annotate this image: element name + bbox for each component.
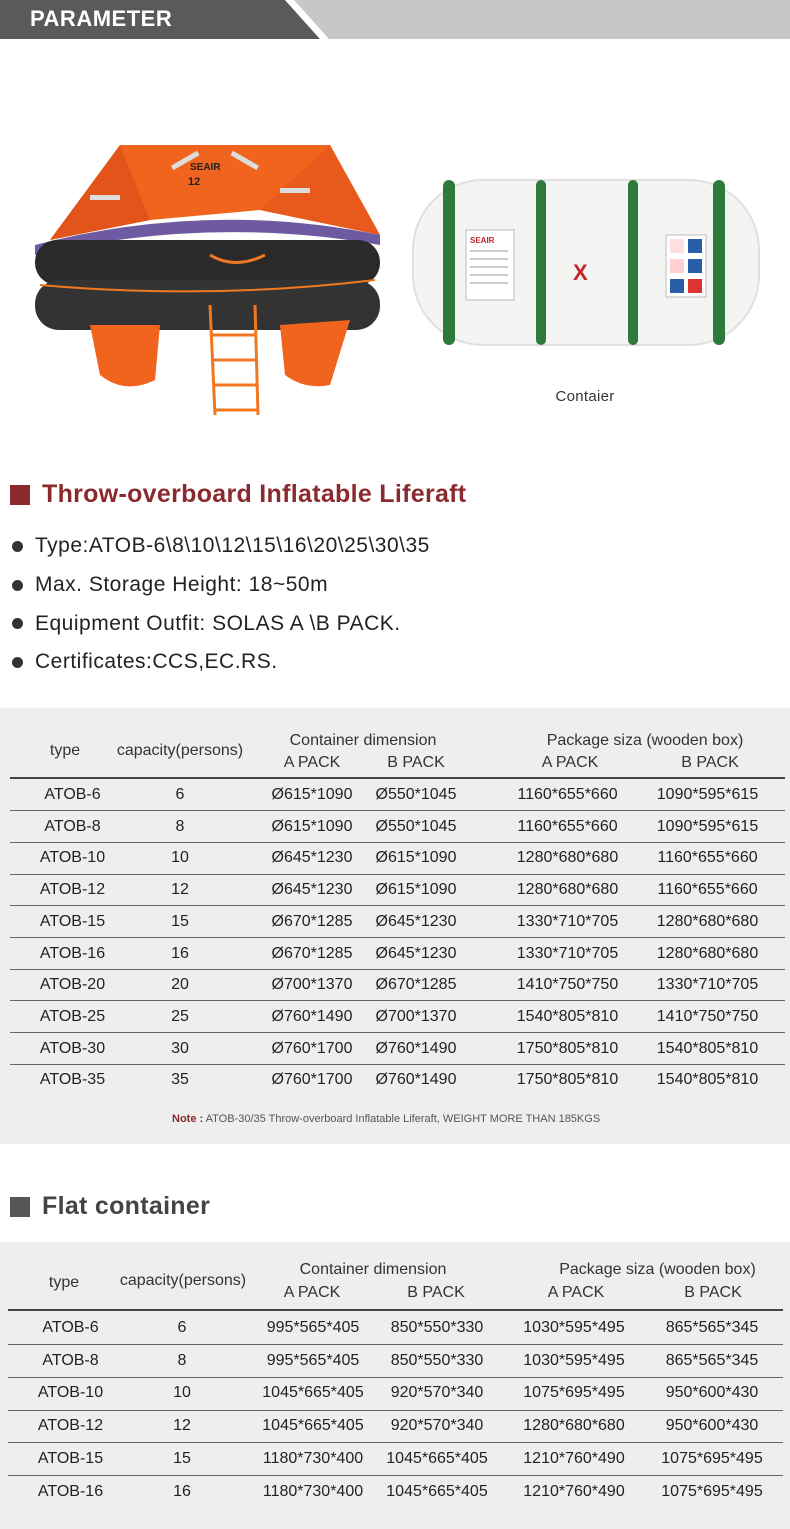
cell-type: ATOB-16 <box>37 1482 104 1500</box>
cell-capacity: 25 <box>171 1007 189 1025</box>
bullet-dot-icon <box>12 580 23 591</box>
cell-pkg-a-pack: 1330*710*705 <box>516 912 619 930</box>
table-header <box>0 1242 790 1310</box>
cell-a-pack: Ø670*1285 <box>271 912 353 930</box>
col-header-pkg-a-pack: A PACK <box>541 754 599 771</box>
cell-type: ATOB-12 <box>39 881 106 899</box>
svg-text:SEAIR: SEAIR <box>470 236 495 245</box>
svg-text:X: X <box>573 260 588 285</box>
flat-container-spec-table <box>0 1242 790 1529</box>
table-row <box>0 1443 790 1474</box>
cell-capacity: 15 <box>173 1449 191 1467</box>
cell-a-pack: Ø645*1230 <box>271 849 353 867</box>
cell-a-pack: Ø670*1285 <box>271 944 353 962</box>
bullet-text: Certificates:CCS,EC.RS. <box>35 650 278 674</box>
cell-pkg-b-pack: 1090*595*615 <box>656 786 759 803</box>
cell-a-pack: 995*565*405 <box>266 1319 360 1336</box>
col-header-b-pack: B PACK <box>387 754 445 771</box>
cell-capacity: 8 <box>177 1351 187 1369</box>
table-row <box>0 906 790 937</box>
cell-pkg-a-pack: 1210*760*490 <box>523 1482 625 1500</box>
bullet-item <box>12 643 430 682</box>
table-note <box>172 1113 600 1125</box>
cell-type: ATOB-16 <box>39 944 106 962</box>
cell-pkg-a-pack: 1330*710*705 <box>516 944 619 962</box>
table-row <box>0 1064 790 1095</box>
cell-pkg-a-pack: 1160*655*660 <box>517 817 618 835</box>
cell-pkg-a-pack: 1750*805*810 <box>516 1071 619 1089</box>
col-header-container-dimension: Container dimension <box>299 1261 447 1278</box>
cell-pkg-a-pack: 1160*655*660 <box>517 786 618 803</box>
table-row <box>0 1476 790 1507</box>
cell-b-pack: Ø670*1285 <box>375 976 457 994</box>
cell-type: ATOB-8 <box>42 1351 99 1369</box>
table-row <box>0 1377 790 1408</box>
cell-type: ATOB-15 <box>37 1449 104 1467</box>
table-row <box>0 1312 790 1343</box>
cell-capacity: 15 <box>171 912 189 930</box>
cell-b-pack: Ø645*1230 <box>375 944 457 962</box>
container-image <box>408 175 764 350</box>
table-row <box>0 842 790 873</box>
cell-b-pack: Ø760*1490 <box>375 1039 457 1057</box>
cell-pkg-a-pack: 1030*595*495 <box>523 1319 625 1336</box>
cell-b-pack: 1045*665*405 <box>386 1449 488 1467</box>
section-title: Flat container <box>42 1192 211 1220</box>
cell-pkg-b-pack: 1330*710*705 <box>656 976 759 994</box>
cell-capacity: 6 <box>175 786 185 803</box>
cell-a-pack: Ø615*1090 <box>271 786 353 803</box>
col-header-package-size: Package siza (wooden box) <box>559 1261 756 1278</box>
table-row <box>0 1001 790 1032</box>
cell-pkg-b-pack: 1280*680*680 <box>656 944 759 962</box>
table-row <box>0 1033 790 1064</box>
table-row <box>0 969 790 1000</box>
cell-a-pack: 1045*665*405 <box>262 1384 364 1402</box>
cell-b-pack: 1045*665*405 <box>386 1482 488 1500</box>
table-row <box>0 779 790 810</box>
bullet-item <box>12 604 430 643</box>
cell-a-pack: Ø760*1700 <box>271 1071 353 1089</box>
note-text: ATOB-30/35 Throw-overboard Inflatable Liferaft, WEIGHT MORE THAN 185KGS <box>205 1113 601 1125</box>
col-header-package-size: Package siza (wooden box) <box>546 732 744 749</box>
cell-type: ATOB-25 <box>39 1007 106 1025</box>
cell-pkg-b-pack: 865*565*345 <box>665 1351 759 1369</box>
col-header-type: type <box>48 1274 80 1291</box>
cell-b-pack: Ø760*1490 <box>375 1071 457 1089</box>
cell-pkg-b-pack: 1410*750*750 <box>656 1007 759 1025</box>
spec-bullet-list <box>12 527 430 682</box>
cell-type: ATOB-12 <box>37 1417 104 1435</box>
cell-pkg-b-pack: 950*600*430 <box>665 1417 759 1435</box>
section-heading-flat-container <box>10 1192 210 1221</box>
cell-a-pack: 995*565*405 <box>266 1351 360 1369</box>
col-header-container-dimension: Container dimension <box>289 732 437 749</box>
cell-capacity: 10 <box>173 1384 191 1402</box>
col-header-b-pack: B PACK <box>407 1284 465 1301</box>
cell-b-pack: Ø615*1090 <box>375 849 457 867</box>
table-row <box>0 874 790 905</box>
cell-pkg-b-pack: 1075*695*495 <box>661 1449 763 1467</box>
section-title: Throw-overboard Inflatable Liferaft <box>42 480 467 508</box>
cell-capacity: 6 <box>177 1319 187 1336</box>
bullet-item <box>12 527 430 566</box>
container-caption: Contaier <box>555 388 615 405</box>
cell-b-pack: 920*570*340 <box>390 1384 484 1402</box>
cell-capacity: 12 <box>173 1417 191 1435</box>
cell-a-pack: 1045*665*405 <box>262 1417 364 1435</box>
cell-pkg-b-pack: 1540*805*810 <box>656 1071 759 1089</box>
cell-pkg-b-pack: 1090*595*615 <box>656 817 759 835</box>
col-header-pkg-b-pack: B PACK <box>681 754 739 771</box>
table-header <box>0 708 790 780</box>
cell-b-pack: Ø615*1090 <box>375 881 457 899</box>
page-title: PARAMETER <box>30 6 173 31</box>
svg-text:SEAIR: SEAIR <box>190 162 221 173</box>
cell-pkg-b-pack: 1160*655*660 <box>657 881 758 899</box>
col-header-capacity: capacity(persons) <box>116 742 244 759</box>
table-row <box>0 811 790 842</box>
cell-pkg-a-pack: 1540*805*810 <box>516 1007 619 1025</box>
cell-a-pack: 1180*730*400 <box>262 1449 364 1467</box>
cell-pkg-a-pack: 1030*595*495 <box>523 1351 625 1369</box>
bullet-dot-icon <box>12 541 23 552</box>
note-label: Note : <box>172 1113 204 1125</box>
cell-capacity: 16 <box>173 1482 191 1500</box>
cell-type: ATOB-6 <box>44 786 101 803</box>
cell-type: ATOB-8 <box>44 817 101 835</box>
cell-b-pack: Ø645*1230 <box>375 912 457 930</box>
liferaft-spec-table <box>0 708 790 1144</box>
cell-pkg-a-pack: 1280*680*680 <box>516 849 619 867</box>
cell-b-pack: Ø700*1370 <box>375 1007 457 1025</box>
col-header-a-pack: A PACK <box>283 1284 341 1301</box>
cell-pkg-b-pack: 865*565*345 <box>665 1319 759 1336</box>
heading-square-icon <box>10 1197 30 1217</box>
cell-pkg-a-pack: 1280*680*680 <box>523 1417 625 1435</box>
cell-pkg-b-pack: 1075*695*495 <box>661 1482 763 1500</box>
cell-pkg-b-pack: 950*600*430 <box>665 1384 759 1402</box>
cell-pkg-b-pack: 1540*805*810 <box>656 1039 759 1057</box>
cell-capacity: 12 <box>171 881 189 899</box>
col-header-pkg-b-pack: B PACK <box>684 1284 742 1301</box>
header-divider <box>8 1309 783 1311</box>
cell-type: ATOB-10 <box>37 1384 104 1402</box>
cell-a-pack: Ø615*1090 <box>271 817 353 835</box>
cell-capacity: 8 <box>175 817 185 835</box>
table-row <box>0 1410 790 1441</box>
cell-pkg-a-pack: 1410*750*750 <box>516 976 619 994</box>
cell-pkg-b-pack: 1160*655*660 <box>657 849 758 867</box>
cell-pkg-a-pack: 1075*695*495 <box>523 1384 625 1402</box>
cell-capacity: 30 <box>171 1039 189 1057</box>
col-header-a-pack: A PACK <box>283 754 341 771</box>
bullet-dot-icon <box>12 657 23 668</box>
cell-a-pack: 1180*730*400 <box>262 1482 364 1500</box>
cell-type: ATOB-20 <box>39 976 106 994</box>
table-row <box>0 938 790 969</box>
section-heading-liferaft <box>10 480 466 509</box>
cell-type: ATOB-6 <box>42 1319 99 1336</box>
cell-pkg-a-pack: 1750*805*810 <box>516 1039 619 1057</box>
cell-type: ATOB-30 <box>39 1039 106 1057</box>
cell-b-pack: 850*550*330 <box>390 1319 484 1336</box>
cell-a-pack: Ø700*1370 <box>271 976 353 994</box>
cell-pkg-a-pack: 1280*680*680 <box>516 881 619 899</box>
cell-capacity: 10 <box>171 849 189 867</box>
cell-type: ATOB-15 <box>39 912 106 930</box>
cell-type: ATOB-10 <box>39 849 106 867</box>
cell-b-pack: 850*550*330 <box>390 1351 484 1369</box>
cell-b-pack: 920*570*340 <box>390 1417 484 1435</box>
col-header-pkg-a-pack: A PACK <box>547 1284 605 1301</box>
cell-a-pack: Ø760*1490 <box>271 1007 353 1025</box>
liferaft-image <box>30 140 390 420</box>
cell-b-pack: Ø550*1045 <box>375 817 457 835</box>
svg-text:12: 12 <box>188 176 201 188</box>
cell-capacity: 20 <box>171 976 189 994</box>
cell-type: ATOB-35 <box>39 1071 106 1089</box>
col-header-type: type <box>49 742 81 759</box>
cell-capacity: 35 <box>171 1071 189 1089</box>
bullet-item <box>12 566 430 605</box>
cell-a-pack: Ø760*1700 <box>271 1039 353 1057</box>
header-banner <box>0 0 790 39</box>
bullet-dot-icon <box>12 618 23 629</box>
table-row <box>0 1345 790 1376</box>
heading-square-icon <box>10 485 30 505</box>
cell-pkg-b-pack: 1280*680*680 <box>656 912 759 930</box>
cell-pkg-a-pack: 1210*760*490 <box>523 1449 625 1467</box>
bullet-text: Max. Storage Height: 18~50m <box>35 573 329 597</box>
bullet-text: Equipment Outfit: SOLAS A \B PACK. <box>35 611 401 635</box>
bullet-text: Type:ATOB-6\8\10\12\15\16\20\25\30\35 <box>35 534 430 558</box>
col-header-capacity: capacity(persons) <box>119 1272 247 1289</box>
cell-capacity: 16 <box>171 944 189 962</box>
cell-a-pack: Ø645*1230 <box>271 881 353 899</box>
cell-b-pack: Ø550*1045 <box>375 786 457 803</box>
